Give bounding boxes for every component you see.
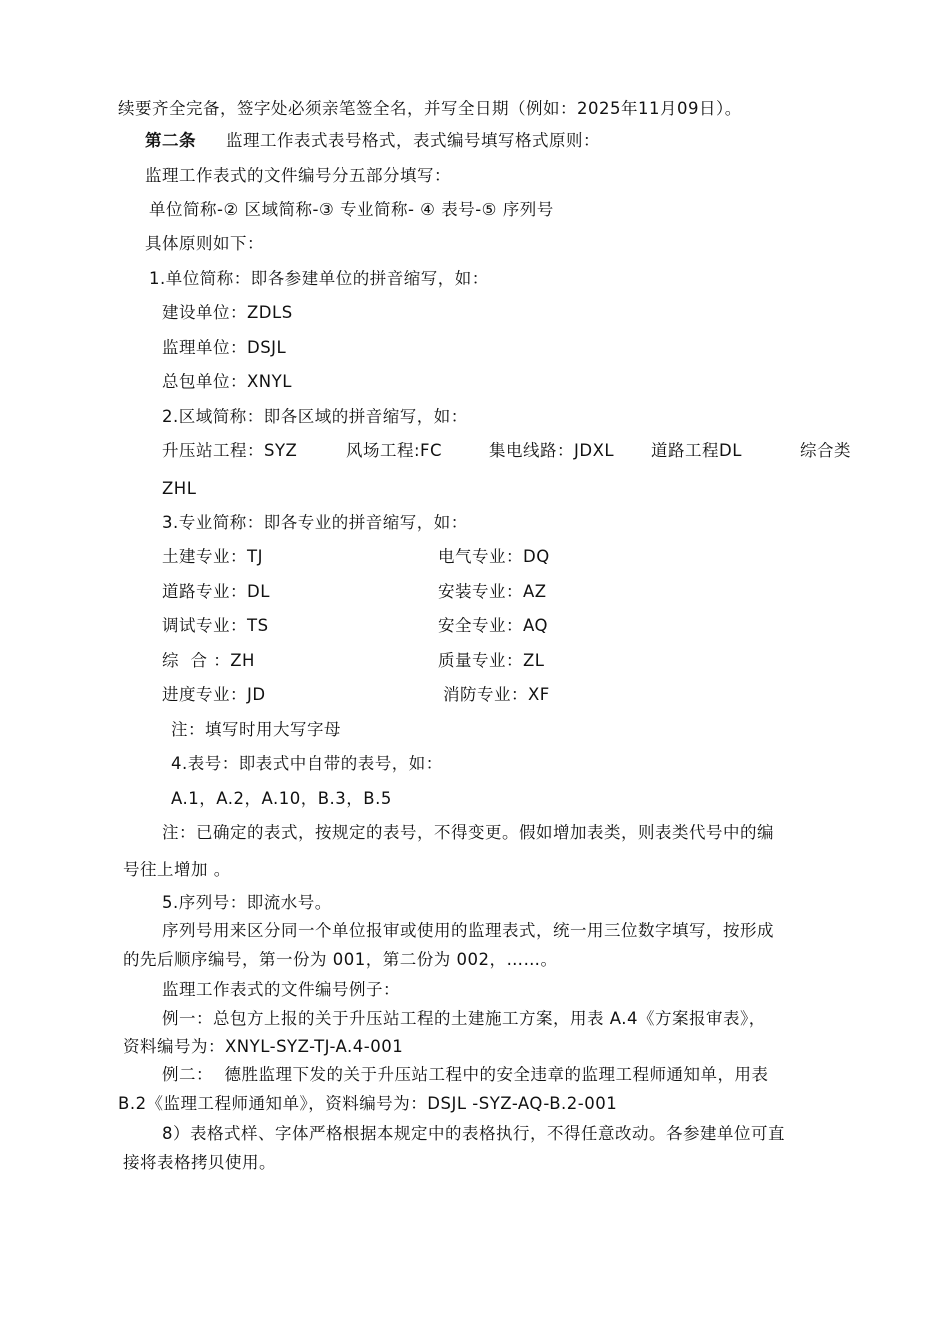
list-item: ZHL: [162, 479, 197, 498]
list-item: 消防专业：XF: [443, 685, 550, 704]
list-item: 监理单位：DSJL: [162, 338, 287, 357]
list-item: 综合类: [800, 441, 851, 460]
note: 注：填写时用大写字母: [171, 720, 341, 739]
text-line: 序列号用来区分同一个单位报审或使用的监理表式，统一用三位数字填写，按形成: [162, 921, 774, 940]
text-line: 续要齐全完备，签字处必须亲笔签全名，并写全日期（例如：2025年11月09日）。: [118, 99, 742, 118]
example: 资料编号为：XNYL-SYZ-TJ-A.4-001: [123, 1037, 404, 1056]
list-item: 电气专业：DQ: [438, 547, 550, 566]
text-line: 监理工作表式的文件编号分五部分填写：: [145, 166, 451, 185]
section-heading: 2.区域简称：即各区域的拼音缩写，如：: [162, 407, 468, 426]
list-item: 综 合 ：ZH: [162, 651, 255, 670]
list-item: 建设单位：ZDLS: [162, 303, 293, 322]
note: 注：已确定的表式，按规定的表号，不得变更。假如增加表类，则表类代号中的编: [162, 823, 774, 842]
list-item: 升压站工程：SYZ: [162, 441, 298, 460]
list-item: 道路工程DL: [651, 441, 742, 460]
example: 例二： 德胜监理下发的关于升压站工程中的安全违章的监理工程师通知单，用表: [162, 1065, 769, 1084]
list-item: 进度专业：JD: [162, 685, 266, 704]
list-item: 土建专业：TJ: [162, 547, 263, 566]
list-item: 集电线路：JDXL: [489, 441, 615, 460]
list-item: 风场工程:FC: [346, 441, 443, 460]
text-line: 单位简称-② 区域简称-③ 专业简称- ④ 表号-⑤ 序列号: [149, 200, 554, 219]
section-heading: 1.单位简称：即各参建单位的拼音缩写，如：: [149, 269, 489, 288]
list-item: 安全专业：AQ: [438, 616, 548, 635]
text-line: 具体原则如下：: [145, 234, 264, 253]
article-heading: [145, 130, 600, 152]
list-item: 质量专业：ZL: [438, 651, 545, 670]
example: 例一：总包方上报的关于升压站工程的土建施工方案，用表 A.4《方案报审表》，: [162, 1009, 766, 1028]
example: B.2《监理工程师通知单》，资料编号为：DSJL -SYZ-AQ-B.2-001: [118, 1094, 618, 1113]
list-item: 调试专业：TS: [162, 616, 269, 635]
list-item: 道路专业：DL: [162, 582, 270, 601]
article-number: 第二条: [145, 131, 196, 150]
list-item: 安装专业：AZ: [438, 582, 547, 601]
article-title: 监理工作表式表号格式，表式编号填写格式原则：: [226, 131, 600, 150]
section-heading: 4.表号：即表式中自带的表号，如：: [171, 754, 443, 773]
note: 号往上增加 。: [123, 860, 231, 879]
section-heading: 5.序列号：即流水号。: [162, 893, 332, 912]
text-line: 8）表格式样、字体严格根据本规定中的表格执行，不得任意改动。各参建单位可直: [162, 1124, 785, 1143]
list-item: A.1，A.2，A.10，B.3，B.5: [171, 789, 392, 808]
list-item: 总包单位：XNYL: [162, 372, 292, 391]
text-line: 的先后顺序编号，第一份为 001，第二份为 002，……。: [123, 950, 558, 969]
section-heading: 3.专业简称：即各专业的拼音缩写，如：: [162, 513, 468, 532]
text-line: 接将表格拷贝使用。: [123, 1153, 276, 1172]
text-line: 监理工作表式的文件编号例子：: [162, 980, 400, 999]
